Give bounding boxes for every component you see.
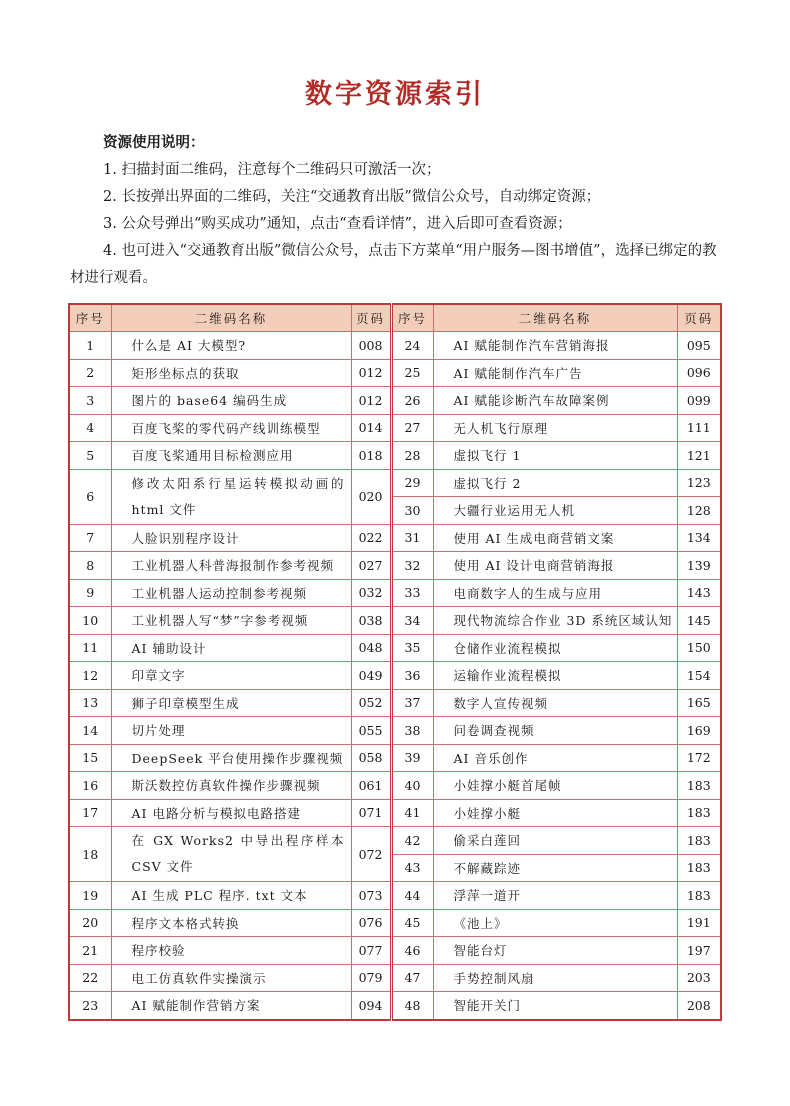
row-number: 7: [69, 524, 111, 552]
row-number: 45: [391, 909, 433, 937]
table-row: [69, 524, 721, 552]
qr-code-name: 智能台灯: [433, 937, 677, 965]
page-number: 096: [677, 359, 721, 387]
page-number: 139: [677, 552, 721, 580]
table-row: [69, 552, 721, 580]
row-number: 32: [391, 552, 433, 580]
table-row: [69, 359, 721, 387]
row-number: 38: [391, 717, 433, 745]
table-row: [69, 882, 721, 910]
header-no-left: 序号: [69, 304, 111, 332]
page-number: 077: [351, 937, 391, 965]
page-number: 095: [677, 332, 721, 360]
table-row: [69, 607, 721, 635]
page-number: 169: [677, 717, 721, 745]
page-number: 012: [351, 387, 391, 415]
page-number: 099: [677, 387, 721, 415]
qr-code-name: 虚拟飞行 2: [433, 469, 677, 497]
table-row: [69, 332, 721, 360]
qr-code-name: 什么是 AI 大模型?: [111, 332, 351, 360]
page-number: 183: [677, 827, 721, 855]
page-number: 073: [351, 882, 391, 910]
table-row: [69, 799, 721, 827]
page-number: 048: [351, 634, 391, 662]
qr-code-name: 数字人宣传视频: [433, 689, 677, 717]
page-number: 191: [677, 909, 721, 937]
row-number: 17: [69, 799, 111, 827]
page-number: 022: [351, 524, 391, 552]
qr-code-name: 浮萍一道开: [433, 882, 677, 910]
qr-code-name: 百度飞桨的零代码产线训练模型: [111, 414, 351, 442]
qr-code-name: 大疆行业运用无人机: [433, 497, 677, 525]
header-page-left: 页码: [351, 304, 391, 332]
page-number: 121: [677, 442, 721, 470]
table-row: [69, 992, 721, 1020]
qr-code-name: AI 赋能诊断汽车故障案例: [433, 387, 677, 415]
qr-code-name: AI 电路分析与模拟电路搭建: [111, 799, 351, 827]
page-number: 079: [351, 964, 391, 992]
qr-code-name: 程序文本格式转换: [111, 909, 351, 937]
instruction-item: 3. 公众号弹出“购买成功”通知，点击“查看详情”，进入后即可查看资源；: [103, 216, 572, 232]
row-number: 24: [391, 332, 433, 360]
table-row: [69, 689, 721, 717]
qr-code-name: 小娃撑小艇: [433, 799, 677, 827]
qr-code-name: AI 赋能制作汽车广告: [433, 359, 677, 387]
table-row: [69, 937, 721, 965]
qr-code-name: 电工仿真软件实操演示: [111, 964, 351, 992]
qr-code-name: 无人机飞行原理: [433, 414, 677, 442]
qr-code-name: DeepSeek 平台使用操作步骤视频: [111, 744, 351, 772]
row-number: 16: [69, 772, 111, 800]
page-number: 183: [677, 882, 721, 910]
page-number: 128: [677, 497, 721, 525]
table-row: [69, 772, 721, 800]
row-number: 13: [69, 689, 111, 717]
row-number: 39: [391, 744, 433, 772]
row-number: 44: [391, 882, 433, 910]
row-number: 8: [69, 552, 111, 580]
page-number: 183: [677, 799, 721, 827]
qr-code-name: 问卷调查视频: [433, 717, 677, 745]
qr-code-name: 印章文字: [111, 662, 351, 690]
page-number: 012: [351, 359, 391, 387]
page-number: 145: [677, 607, 721, 635]
qr-code-name: 使用 AI 设计电商营销海报: [433, 552, 677, 580]
table-row: [69, 744, 721, 772]
page-number: 020: [351, 469, 391, 524]
qr-code-name: 手势控制风扇: [433, 964, 677, 992]
qr-code-name: 切片处理: [111, 717, 351, 745]
qr-code-name: 工业机器人运动控制参考视频: [111, 579, 351, 607]
page-number: 183: [677, 854, 721, 882]
table-row: [69, 717, 721, 745]
qr-code-name: 智能开关门: [433, 992, 677, 1020]
qr-code-name: 使用 AI 生成电商营销文案: [433, 524, 677, 552]
page-number: 165: [677, 689, 721, 717]
row-number: 11: [69, 634, 111, 662]
qr-code-name: 图片的 base64 编码生成: [111, 387, 351, 415]
row-number: 4: [69, 414, 111, 442]
page-title: 数字资源索引: [305, 79, 485, 110]
row-number: 41: [391, 799, 433, 827]
table-row: [69, 387, 721, 415]
page-number: 049: [351, 662, 391, 690]
row-number: 9: [69, 579, 111, 607]
row-number: 18: [69, 827, 111, 882]
row-number: 37: [391, 689, 433, 717]
row-number: 14: [69, 717, 111, 745]
row-number: 20: [69, 909, 111, 937]
page-number: 038: [351, 607, 391, 635]
qr-code-name: 小娃撑小艇首尾帧: [433, 772, 677, 800]
table-row: [69, 827, 721, 855]
page-number: 008: [351, 332, 391, 360]
qr-code-name: AI 赋能制作营销方案: [111, 992, 351, 1020]
page-number: 111: [677, 414, 721, 442]
row-number: 5: [69, 442, 111, 470]
row-number: 26: [391, 387, 433, 415]
qr-code-name: 不解藏踪迹: [433, 854, 677, 882]
qr-code-name: 运输作业流程模拟: [433, 662, 677, 690]
qr-code-name: 百度飞桨通用目标检测应用: [111, 442, 351, 470]
qr-code-name: 工业机器人科普海报制作参考视频: [111, 552, 351, 580]
page-number: 154: [677, 662, 721, 690]
qr-code-name: 人脸识别程序设计: [111, 524, 351, 552]
table-row: [69, 579, 721, 607]
page-number: 072: [351, 827, 391, 882]
row-number: 47: [391, 964, 433, 992]
qr-code-name: 修改太阳系行星运转模拟动画的 html 文件: [111, 469, 351, 524]
qr-code-name: 《池上》: [433, 909, 677, 937]
qr-code-name: 程序校验: [111, 937, 351, 965]
table-row: [69, 964, 721, 992]
header-name-right: 二维码名称: [433, 304, 677, 332]
row-number: 19: [69, 882, 111, 910]
row-number: 21: [69, 937, 111, 965]
page-number: 032: [351, 579, 391, 607]
qr-code-name: 偷采白莲回: [433, 827, 677, 855]
qr-code-name: 工业机器人写“梦”字参考视频: [111, 607, 351, 635]
resource-index-table: [68, 303, 722, 1021]
page-number: 094: [351, 992, 391, 1020]
qr-code-name: 矩形坐标点的获取: [111, 359, 351, 387]
page-number: 076: [351, 909, 391, 937]
page-number: 150: [677, 634, 721, 662]
page-number: 203: [677, 964, 721, 992]
page-number: 134: [677, 524, 721, 552]
table-header-row: [69, 304, 721, 332]
row-number: 10: [69, 607, 111, 635]
row-number: 23: [69, 992, 111, 1020]
qr-code-name: AI 音乐创作: [433, 744, 677, 772]
table-row: [69, 414, 721, 442]
row-number: 35: [391, 634, 433, 662]
row-number: 28: [391, 442, 433, 470]
table-row: [69, 662, 721, 690]
usage-instructions: [70, 130, 722, 292]
table-row: [69, 634, 721, 662]
row-number: 46: [391, 937, 433, 965]
qr-code-name: 虚拟飞行 1: [433, 442, 677, 470]
page-number: 197: [677, 937, 721, 965]
row-number: 25: [391, 359, 433, 387]
page-number: 123: [677, 469, 721, 497]
row-number: 30: [391, 497, 433, 525]
qr-code-name: 狮子印章模型生成: [111, 689, 351, 717]
qr-code-name: 电商数字人的生成与应用: [433, 579, 677, 607]
row-number: 42: [391, 827, 433, 855]
row-number: 43: [391, 854, 433, 882]
header-no-right: 序号: [391, 304, 433, 332]
qr-code-name: 仓储作业流程模拟: [433, 634, 677, 662]
row-number: 22: [69, 964, 111, 992]
instruction-item: 2. 长按弹出界面的二维码，关注“交通教育出版”微信公众号，自动绑定资源；: [103, 189, 601, 205]
page-number: 061: [351, 772, 391, 800]
row-number: 27: [391, 414, 433, 442]
instruction-item: 4. 也可进入“交通教育出版”微信公众号，点击下方菜单“用户服务—图书增值”，选择已绑定的教材进行观看。: [70, 243, 717, 286]
row-number: 12: [69, 662, 111, 690]
page-number: 058: [351, 744, 391, 772]
row-number: 15: [69, 744, 111, 772]
qr-code-name: AI 赋能制作汽车营销海报: [433, 332, 677, 360]
qr-code-name: AI 辅助设计: [111, 634, 351, 662]
table-row: [69, 909, 721, 937]
row-number: 29: [391, 469, 433, 497]
row-number: 36: [391, 662, 433, 690]
page-number: 052: [351, 689, 391, 717]
row-number: 1: [69, 332, 111, 360]
table-row: [69, 469, 721, 497]
instruction-item: 1. 扫描封面二维码，注意每个二维码只可激活一次；: [103, 162, 441, 178]
table-row: [69, 442, 721, 470]
row-number: 31: [391, 524, 433, 552]
row-number: 40: [391, 772, 433, 800]
page-number: 208: [677, 992, 721, 1020]
page-number: 183: [677, 772, 721, 800]
page-number: 027: [351, 552, 391, 580]
instructions-heading: 资源使用说明：: [103, 135, 205, 151]
page-number: 071: [351, 799, 391, 827]
row-number: 33: [391, 579, 433, 607]
header-page-right: 页码: [677, 304, 721, 332]
qr-code-name: AI 生成 PLC 程序. txt 文本: [111, 882, 351, 910]
resource-index-table-wrapper: [68, 303, 722, 1021]
page-number: 143: [677, 579, 721, 607]
row-number: 34: [391, 607, 433, 635]
page-number: 018: [351, 442, 391, 470]
row-number: 48: [391, 992, 433, 1020]
page-number: 055: [351, 717, 391, 745]
row-number: 6: [69, 469, 111, 524]
header-name-left: 二维码名称: [111, 304, 351, 332]
qr-code-name: 斯沃数控仿真软件操作步骤视频: [111, 772, 351, 800]
page-number: 172: [677, 744, 721, 772]
qr-code-name: 现代物流综合作业 3D 系统区域认知: [433, 607, 677, 635]
page-number: 014: [351, 414, 391, 442]
row-number: 3: [69, 387, 111, 415]
qr-code-name: 在 GX Works2 中导出程序样本 CSV 文件: [111, 827, 351, 882]
row-number: 2: [69, 359, 111, 387]
